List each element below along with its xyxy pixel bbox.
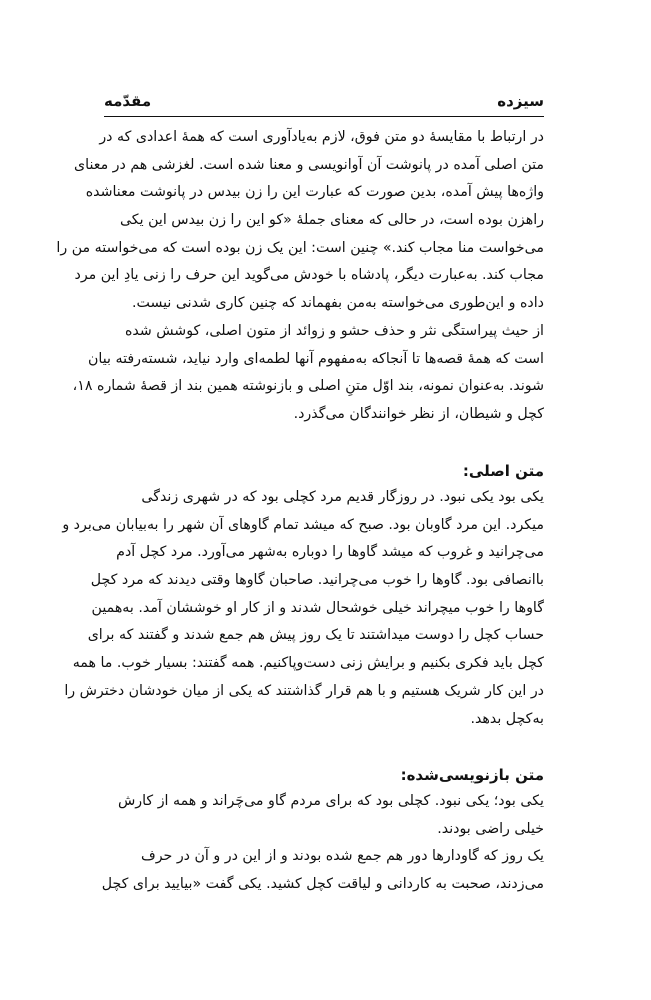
intro-line: واژه‌ها پیش آمده، بدین صورت که عبارت این را زن بیدس در پانوشت معناشده <box>85 184 544 201</box>
editing-paragraph <box>72 318 544 429</box>
running-title: مقدّمه <box>104 92 152 110</box>
rewritten-line: یک روز که گاودارها دور هم جمع شده بودند و از این در و آن در حرف <box>141 848 544 865</box>
page-number: سیزده <box>497 92 544 110</box>
editing-line: است که همهٔ قصه‌ها تا آنجاکه به‌مفهوم آنها لطمه‌ای وارد نیاید، شسته‌رفته بیان <box>88 350 544 367</box>
editing-line: کچل و شیطان، از نظر خوانندگان می‌گذرد. <box>293 406 544 423</box>
original-text-heading: متن اصلی: <box>462 462 544 480</box>
original-line: به‌کچل بدهد. <box>470 710 544 727</box>
original-line: یکی بود یکی نبود. در روزگار قدیم مرد کچلی بود که در شهری زندگی <box>141 489 544 505</box>
intro-line: در ارتباط با مقایسهٔ دو متن فوق، لازم به‌یادآوری است که همهٔ اعدادی که در <box>99 129 544 145</box>
header-rule <box>104 116 544 117</box>
original-line: در این کار شریک هستیم و با هم قرار گذاشتند که یکی از میان خودشان دخترش را <box>64 682 544 699</box>
original-text-paragraph <box>62 484 544 733</box>
editing-line: شوند. به‌عنوان نمونه، بند اوّل متنِ اصلی و بازنوشته همین بند از قصهٔ شماره ۱۸، <box>72 378 544 395</box>
rewritten-line: یکی بود؛ یکی نبود. کچلی بود که برای مردم گاو می‌چَراند و همه از کارش <box>117 793 544 809</box>
original-line: می‌چرانید و غروب که میشد گاوها را دوباره به‌شهر می‌آورد. مرد کچل آدم <box>116 544 544 561</box>
original-line: کچل باید فکری بکنیم و برایش زنی دست‌وپاکنیم. همه گفتند: بسیار خوب. ما همه <box>72 655 544 672</box>
intro-line: مجاب کند. به‌عبارت دیگر، پادشاه با خودش می‌گوید این حرف را زنی یادِ این مرد <box>74 267 544 284</box>
editing-line: از حیث پیراستگی نثر و حذف حشو و زوائد از متون اصلی، کوشش شده <box>124 323 544 339</box>
intro-line: داده و این‌طوری می‌خواسته به‌من بفهماند که چنین کاری شدنی نیست. <box>132 295 544 312</box>
rewritten-text-heading: متن بازنویسی‌شده: <box>400 766 544 784</box>
intro-line: راهزن بوده است، در حالی که معنای جملهٔ «کو این را زن بیدس این یکی <box>119 212 544 229</box>
rewritten-line: می‌زدند، صحبت به کاردانی و لیاقت کچل کشید. یکی گفت «بیایید برای کچل <box>101 876 544 893</box>
page-header <box>104 92 544 114</box>
intro-line: متن اصلی آمده در پانوشت آن آوانویسی و معنا شده است. لغزشی هم در معنای <box>74 156 544 173</box>
intro-line: می‌خواست منا مجاب کند.» چنین است: این یک زن بوده است که می‌خواسته من را <box>56 239 544 256</box>
original-line: حساب کچل را دوست میداشتند تا یک روز پیش هم جمع شدند و گفتند که برای <box>87 627 544 644</box>
original-line: میکرد. این مرد گاوبان بود. صبح که میشد تمام گاوهای آن شهر را به‌بیابان می‌برد و <box>62 516 544 533</box>
rewritten-text-paragraph <box>101 788 544 899</box>
original-line: باانصافی بود. گاوها را خوب می‌چرانید. صاحبان گاوها وقتی دیدند که مرد کچل <box>90 572 544 589</box>
original-line: گاوها را خوب میچراند خیلی خوشحال شدند و از کار او خوششان آمد. به‌همین <box>91 599 544 616</box>
intro-paragraph <box>56 124 544 318</box>
rewritten-line: خیلی راضی بودند. <box>437 820 544 837</box>
